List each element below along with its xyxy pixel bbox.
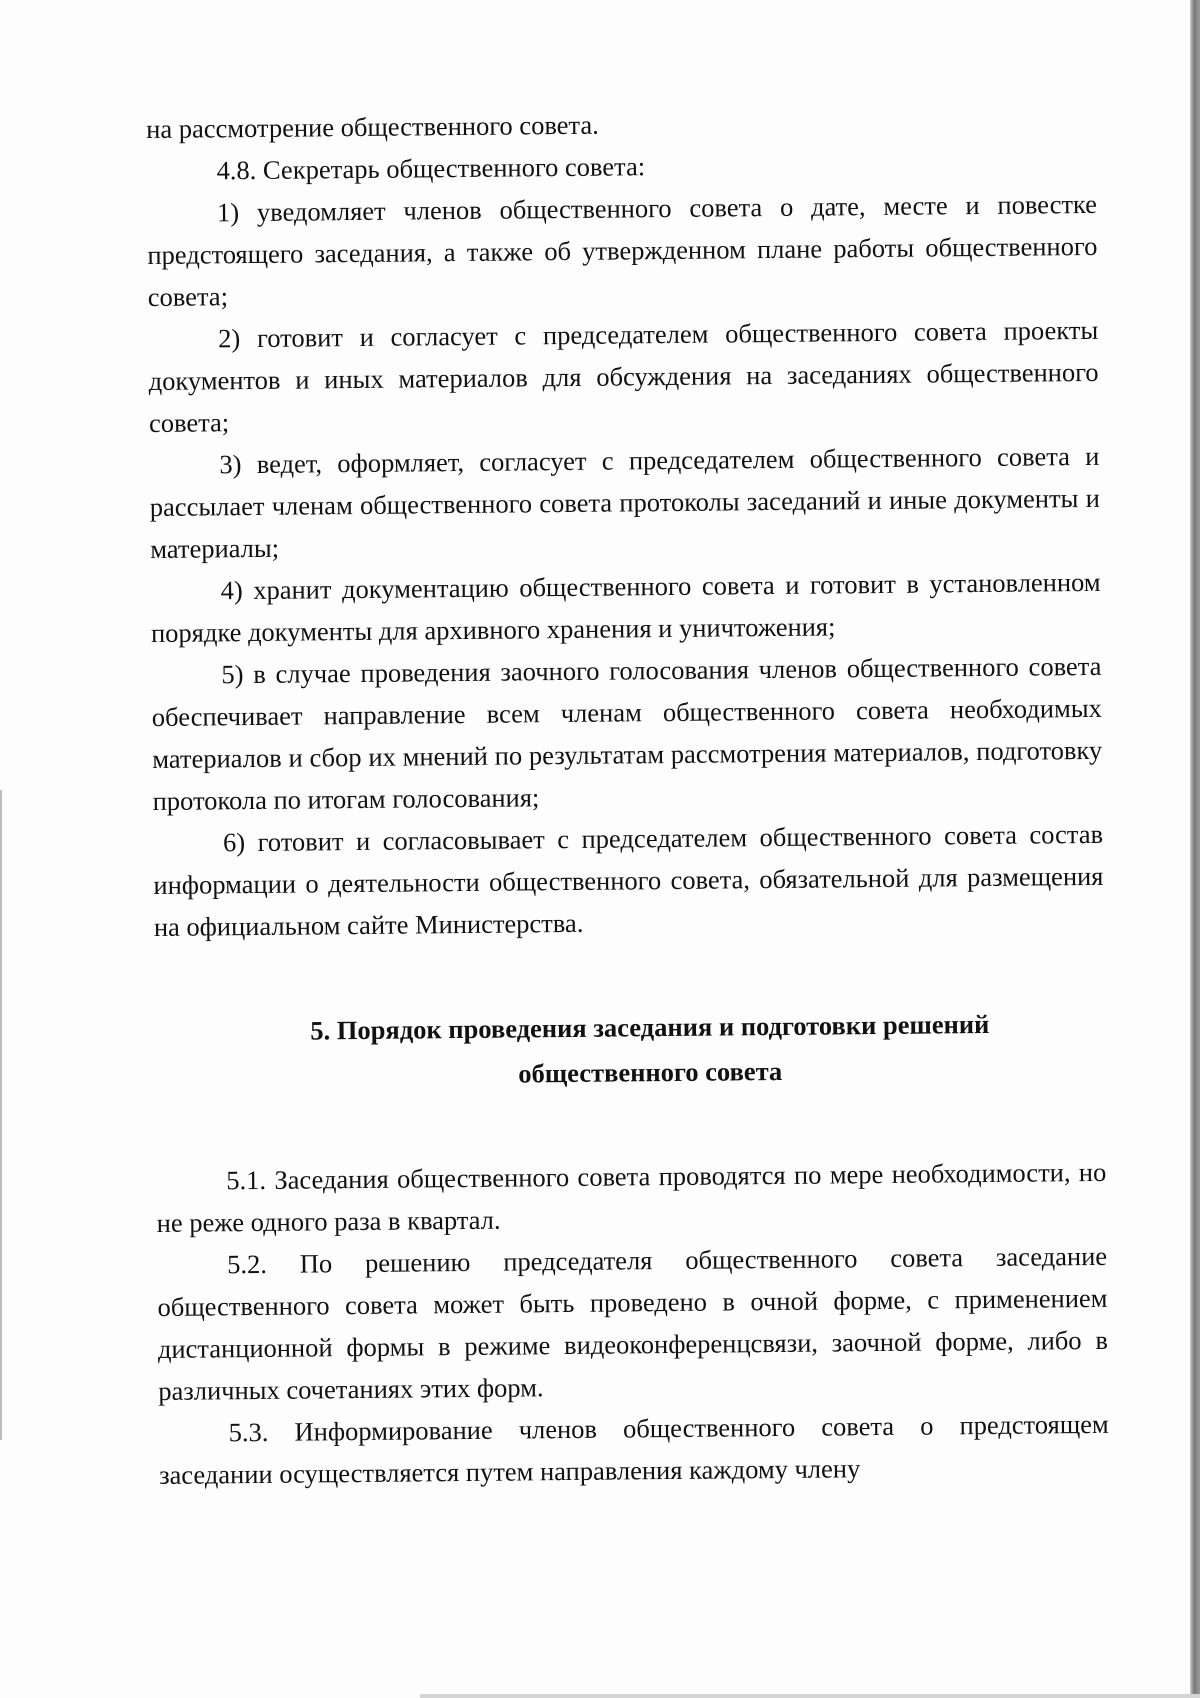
- list-item-4: 4) хранит документацию общественного совета и готовит в установленном порядке документы для архивного хранения и уничтожения;: [150, 566, 1101, 648]
- list-item-2: 2) готовит и согласует с председателем общественного совета проекты документов и иных материалов для обсуждения на заседаниях общественного совета;: [148, 314, 1099, 438]
- page-left-edge: [0, 790, 2, 1440]
- page-bottom-edge: [420, 1694, 1200, 1698]
- list-item-1: 1) уведомляет членов общественного совета о дате, месте и повестке предстоящего заседания, а также об утвержденном плане работы общественного совета;: [147, 188, 1098, 312]
- paragraph-5-3: 5.3. Информирование членов общественного совета о предстоящем заседании осуществляется путем направления каждому члену: [158, 1408, 1109, 1490]
- paragraph-5-2: 5.2. По решению председателя общественного совета заседание общественного совета может быть проведено в очной форме, с применением дистанционной формы в режиме видеоконференцсвязи, заочной форме, либо в различных сочетаниях этих форм.: [157, 1240, 1109, 1406]
- list-item-5: 5) в случае проведения заочного голосования членов общественного совета обеспечивает направление всем членам общественного совета необходимых материалов и сбор их мнений по результатам рассмотрения материалов, подготовку протокола по итогам голосования;: [151, 650, 1103, 816]
- paragraph-4-8: 4.8. Секретарь общественного совета:: [216, 151, 646, 186]
- document-body: [146, 99, 1109, 1496]
- list-item-6: 6) готовит и согласовывает с председателем общественного совета состав информации о деятельности общественного совета, обязательной для размещения на официальном сайте Министерства.: [153, 818, 1104, 942]
- section-heading-line-1: 5. Порядок проведения заседания и подготовки решений: [310, 1008, 990, 1046]
- paragraph-5-1: 5.1. Заседания общественного совета проводятся по мере необходимости, но не реже одного раза в квартал.: [156, 1156, 1107, 1238]
- paragraph-continuation: на рассмотрение общественного совета.: [146, 109, 599, 144]
- section-5-heading: [155, 1001, 1106, 1100]
- section-heading-line-2: общественного совета: [518, 1055, 783, 1089]
- list-item-3: 3) ведет, оформляет, согласует с председателем общественного совета и рассылает членам общественного совета протоколы заседаний и иные документы и материалы;: [149, 440, 1100, 564]
- page-edge-shadow: [1190, 0, 1200, 1698]
